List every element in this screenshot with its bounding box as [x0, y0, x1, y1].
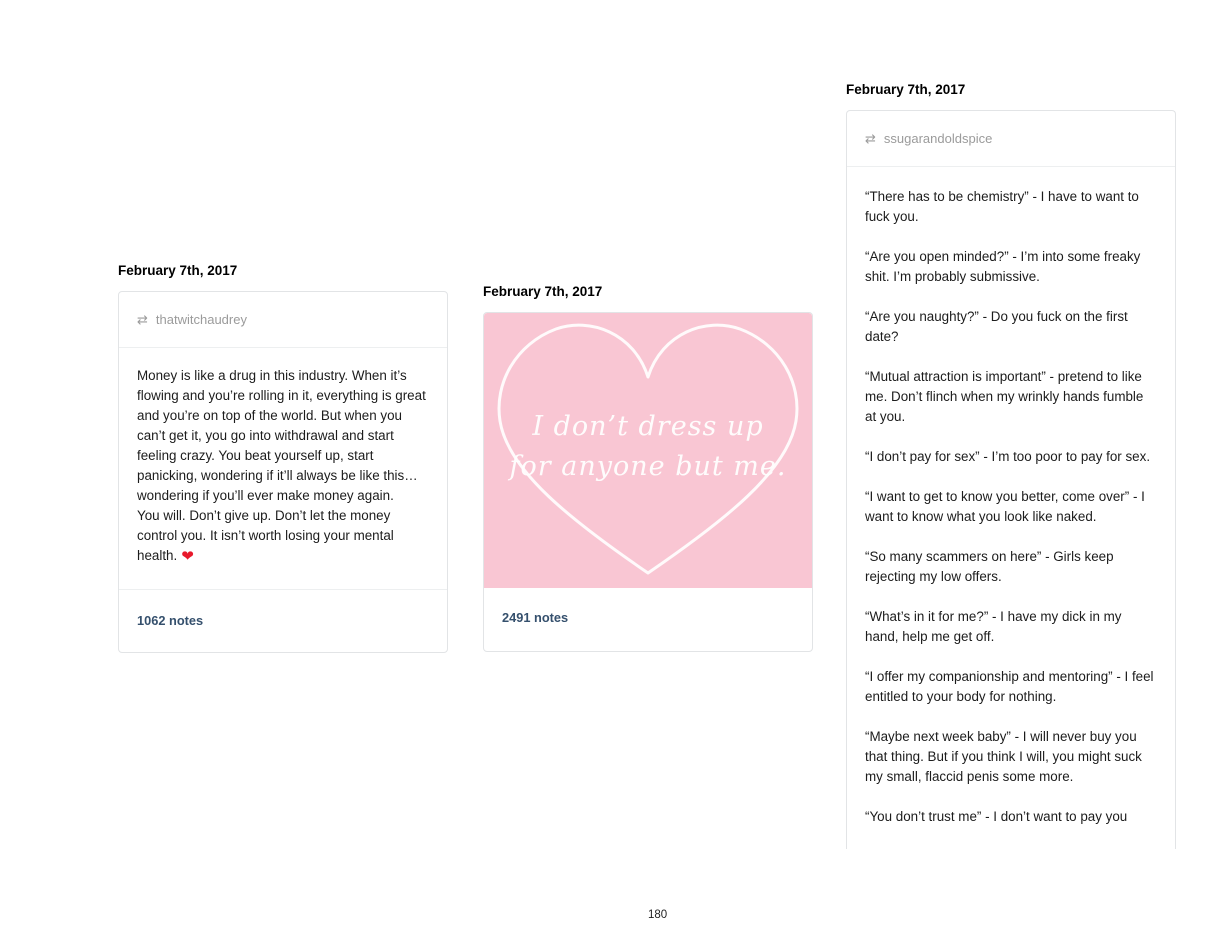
post-date: February 7th, 2017: [483, 284, 603, 299]
heart-image: [484, 313, 812, 588]
post-paragraph: “Are you open minded?” - I’m into some freaky shit. I’m probably submissive.: [865, 249, 1141, 284]
notes-count[interactable]: 1062 notes: [137, 613, 204, 628]
post-paragraph-text: You will. Don’t give up. Don’t let the money control you. It isn’t worth losing your mental health.: [137, 508, 394, 563]
post-paragraph: “I want to get to know you better, come over” - I want to know what you look like naked.: [865, 489, 1145, 524]
username-link[interactable]: thatwitchaudrey: [155, 312, 247, 327]
post-paragraph: “I offer my companionship and mentoring” - I feel entitled to your body for nothing.: [865, 669, 1154, 704]
notes-footer: [484, 588, 812, 651]
post-paragraph: “So many scammers on here” - Girls keep rejecting my low offers.: [865, 549, 1114, 584]
post-paragraph: “I don’t pay for sex” - I’m too poor to pay for sex.: [865, 449, 1151, 464]
image-caption-line-1: I don’t dress up: [532, 411, 764, 442]
post-card: [846, 110, 1176, 849]
post-paragraph: “There has to be chemistry” - I have to want to fuck you.: [865, 189, 1139, 224]
reblog-header: [119, 292, 447, 348]
post-date: February 7th, 2017: [118, 263, 238, 278]
post-date: February 7th, 2017: [846, 82, 966, 97]
post-image: [484, 313, 812, 588]
post-paragraph: “What’s in it for me?” - I have my dick in my hand, help me get off.: [865, 609, 1122, 644]
page-number: 180: [648, 909, 668, 921]
post-card: [118, 291, 448, 653]
post-text-2: [846, 82, 1176, 849]
notes-footer: [119, 589, 447, 652]
post-body: [119, 348, 447, 589]
post-paragraph: “Mutual attraction is important” - pretend to like me. Don’t flinch when my wrinkly hands fumble at you.: [865, 369, 1144, 424]
heart-icon: ❤: [181, 548, 194, 565]
post-photo: [483, 284, 813, 652]
heart-outline-icon: [499, 325, 797, 573]
post-text-1: [118, 263, 448, 653]
post-paragraph: Money is like a drug in this industry. When it’s flowing and you’re rolling in it, everything is great and you’re on top of the world. But when you can’t get it, you go into withdrawal and start feeling crazy. You beat yourself up, start panicking, wondering if it’ll always be like this…wondering if you’ll ever make money again.: [137, 368, 426, 503]
notes-count[interactable]: 2491 notes: [502, 610, 569, 625]
post-paragraph: “Are you naughty?” - Do you fuck on the first date?: [865, 309, 1128, 344]
username-link[interactable]: ssugarandoldspice: [883, 131, 993, 146]
reblog-icon: ⇄: [137, 312, 148, 327]
post-paragraph: “Maybe next week baby” - I will never buy you that thing. But if you think I will, you might suck my small, flaccid penis some more.: [865, 729, 1142, 784]
post-body: [847, 167, 1175, 849]
post-card: [483, 312, 813, 652]
reblog-icon: ⇄: [865, 131, 876, 146]
image-caption-line-2: for anyone but me.: [509, 451, 787, 482]
post-paragraph: [137, 506, 429, 567]
reblog-header: [847, 111, 1175, 167]
post-paragraph: “You don’t trust me” - I don’t want to pay you: [865, 809, 1128, 824]
